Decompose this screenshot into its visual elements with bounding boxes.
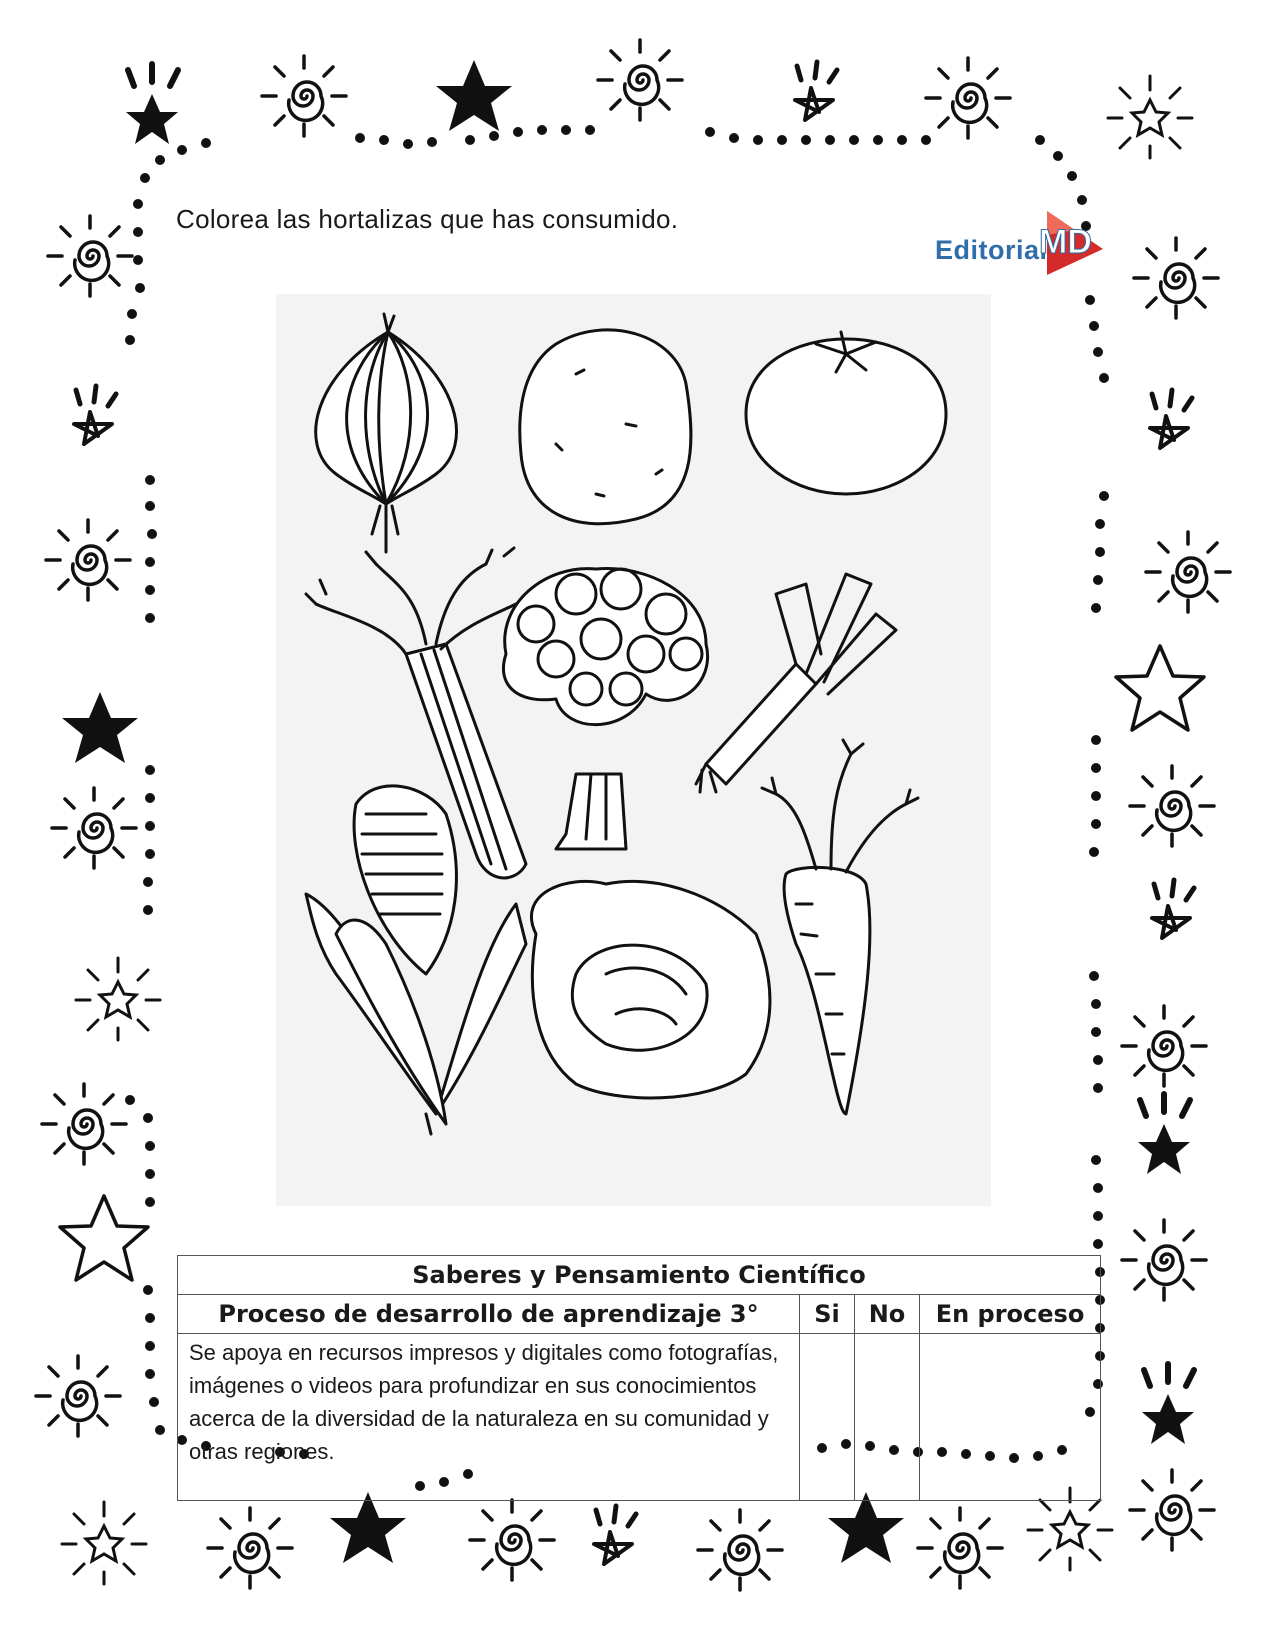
- onion-drawing: [316, 314, 457, 538]
- broccoli-drawing: [503, 568, 707, 849]
- instruction-text: Colorea las hortalizas que has consumido.: [176, 204, 679, 234]
- cell-en-proceso[interactable]: [920, 1334, 1101, 1501]
- tomato-drawing: [746, 332, 946, 494]
- potato-drawing: [520, 330, 691, 524]
- logo-word: Editorial: [935, 235, 1048, 265]
- evaluation-rubric: [177, 1255, 1101, 1501]
- header-en-proceso: En proceso: [920, 1295, 1101, 1334]
- rubric-title: Saberes y Pensamiento Científico: [178, 1256, 1101, 1295]
- leek-drawing: [696, 574, 896, 792]
- rubric-description: Se apoya en recursos impresos y digitales como fotografías, imágenes o videos para profundizar en sus conocimientos acerca de la diversidad de la naturaleza en su comunidad y otras regiones.: [178, 1334, 800, 1501]
- carrot-drawing: [762, 740, 918, 1114]
- cell-no[interactable]: [855, 1334, 920, 1501]
- header-no: No: [855, 1295, 920, 1334]
- header-si: Si: [800, 1295, 855, 1334]
- header-process: Proceso de desarrollo de aprendizaje 3°: [178, 1295, 800, 1334]
- logo-mark: MD: [1039, 223, 1092, 261]
- editorial-md-logo: [935, 205, 1115, 275]
- cell-si[interactable]: [800, 1334, 855, 1501]
- cabbage-drawing: [531, 881, 769, 1097]
- coloring-illustration: [276, 294, 991, 1206]
